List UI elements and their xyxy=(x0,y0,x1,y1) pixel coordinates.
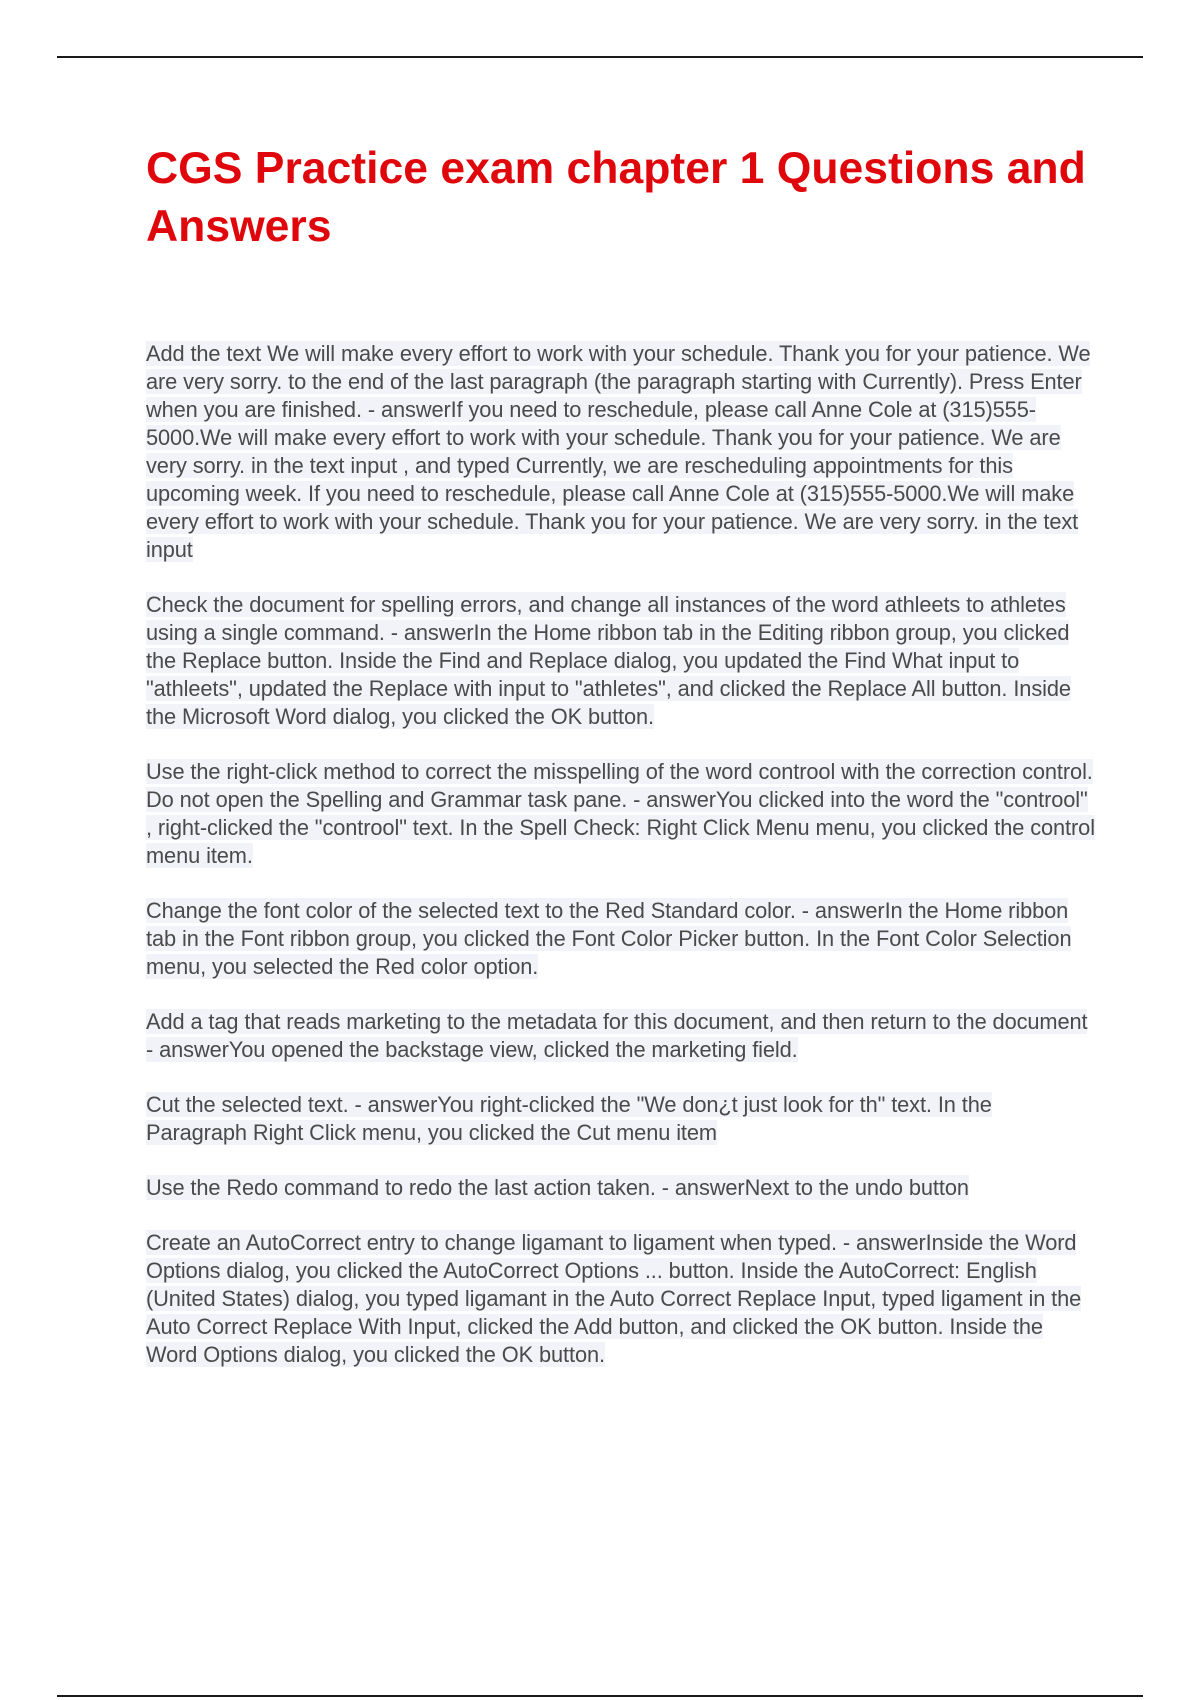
qa-text: Use the Redo command to redo the last action taken. - answerNext to the undo button xyxy=(146,1175,969,1200)
qa-text: Create an AutoCorrect entry to change ligamant to ligament when typed. - answerInside the Word Options dialog, you clicked the AutoCorrect Options ... button. Inside the AutoCorrect: English (United States) dialog, you typed ligamant in the Auto Correct Replace Input, typed ligament in the Auto Correct Replace With Input, clicked the Add button, and clicked the OK button. Inside the Word Options dialog, you clicked the OK button. xyxy=(146,1230,1082,1367)
qa-text: Add a tag that reads marketing to the metadata for this document, and then return to the document - answerYou opened the backstage view, clicked the marketing field. xyxy=(146,1009,1088,1062)
header-rule xyxy=(57,56,1143,58)
qa-text: Check the document for spelling errors, and change all instances of the word athleets to athletes using a single command. - answerIn the Home ribbon tab in the Editing ribbon group, you clicked the Replace button. Inside the Find and Replace dialog, you updated the Find What input to "athleets", updated the Replace with input to "athletes", and clicked the Replace All button. Inside the Microsoft Word dialog, you clicked the OK button. xyxy=(146,592,1071,729)
qa-text: Use the right-click method to correct the misspelling of the word controol with the correction control. Do not open the Spelling and Grammar task pane. - answerYou clicked into the word the "controol" , right-clicked the "controol" text. In the Spell Check: Right Click Menu menu, you clicked the control menu item. xyxy=(146,759,1095,868)
qa-item-8 xyxy=(146,1229,1096,1369)
footer-rule xyxy=(57,1695,1143,1697)
qa-text: Change the font color of the selected text to the Red Standard color. - answerIn the Home ribbon tab in the Font ribbon group, you clicked the Font Color Picker button. In the Font Color Selection menu, you selected the Red color option. xyxy=(146,898,1072,979)
qa-item-7 xyxy=(146,1174,1096,1202)
qa-text: Add the text We will make every effort to work with your schedule. Thank you for your patience. We are very sorry. to the end of the last paragraph (the paragraph starting with Currently). Press Enter when you are finished. - answerIf you need to reschedule, please call Anne Cole at (315)555-5000.We will make every effort to work with your schedule. Thank you for your patience. We are very sorry. in the text input , and typed Currently, we are rescheduling appointments for this upcoming week. If you need to reschedule, please call Anne Cole at (315)555-5000.We will make every effort to work with your schedule. Thank you for your patience. We are very sorry. in the text input xyxy=(146,341,1091,562)
qa-item-1 xyxy=(146,340,1096,564)
qa-list xyxy=(146,340,1096,1396)
document-title: CGS Practice exam chapter 1 Questions and Answers xyxy=(146,144,1086,251)
qa-item-6 xyxy=(146,1091,1096,1147)
qa-item-4 xyxy=(146,897,1096,981)
qa-item-2 xyxy=(146,591,1096,731)
qa-item-3 xyxy=(146,758,1096,870)
qa-item-5 xyxy=(146,1008,1096,1064)
qa-text: Cut the selected text. - answerYou right-clicked the "We don¿t just look for th" text. In the Paragraph Right Click menu, you clicked the Cut menu item xyxy=(146,1092,992,1145)
